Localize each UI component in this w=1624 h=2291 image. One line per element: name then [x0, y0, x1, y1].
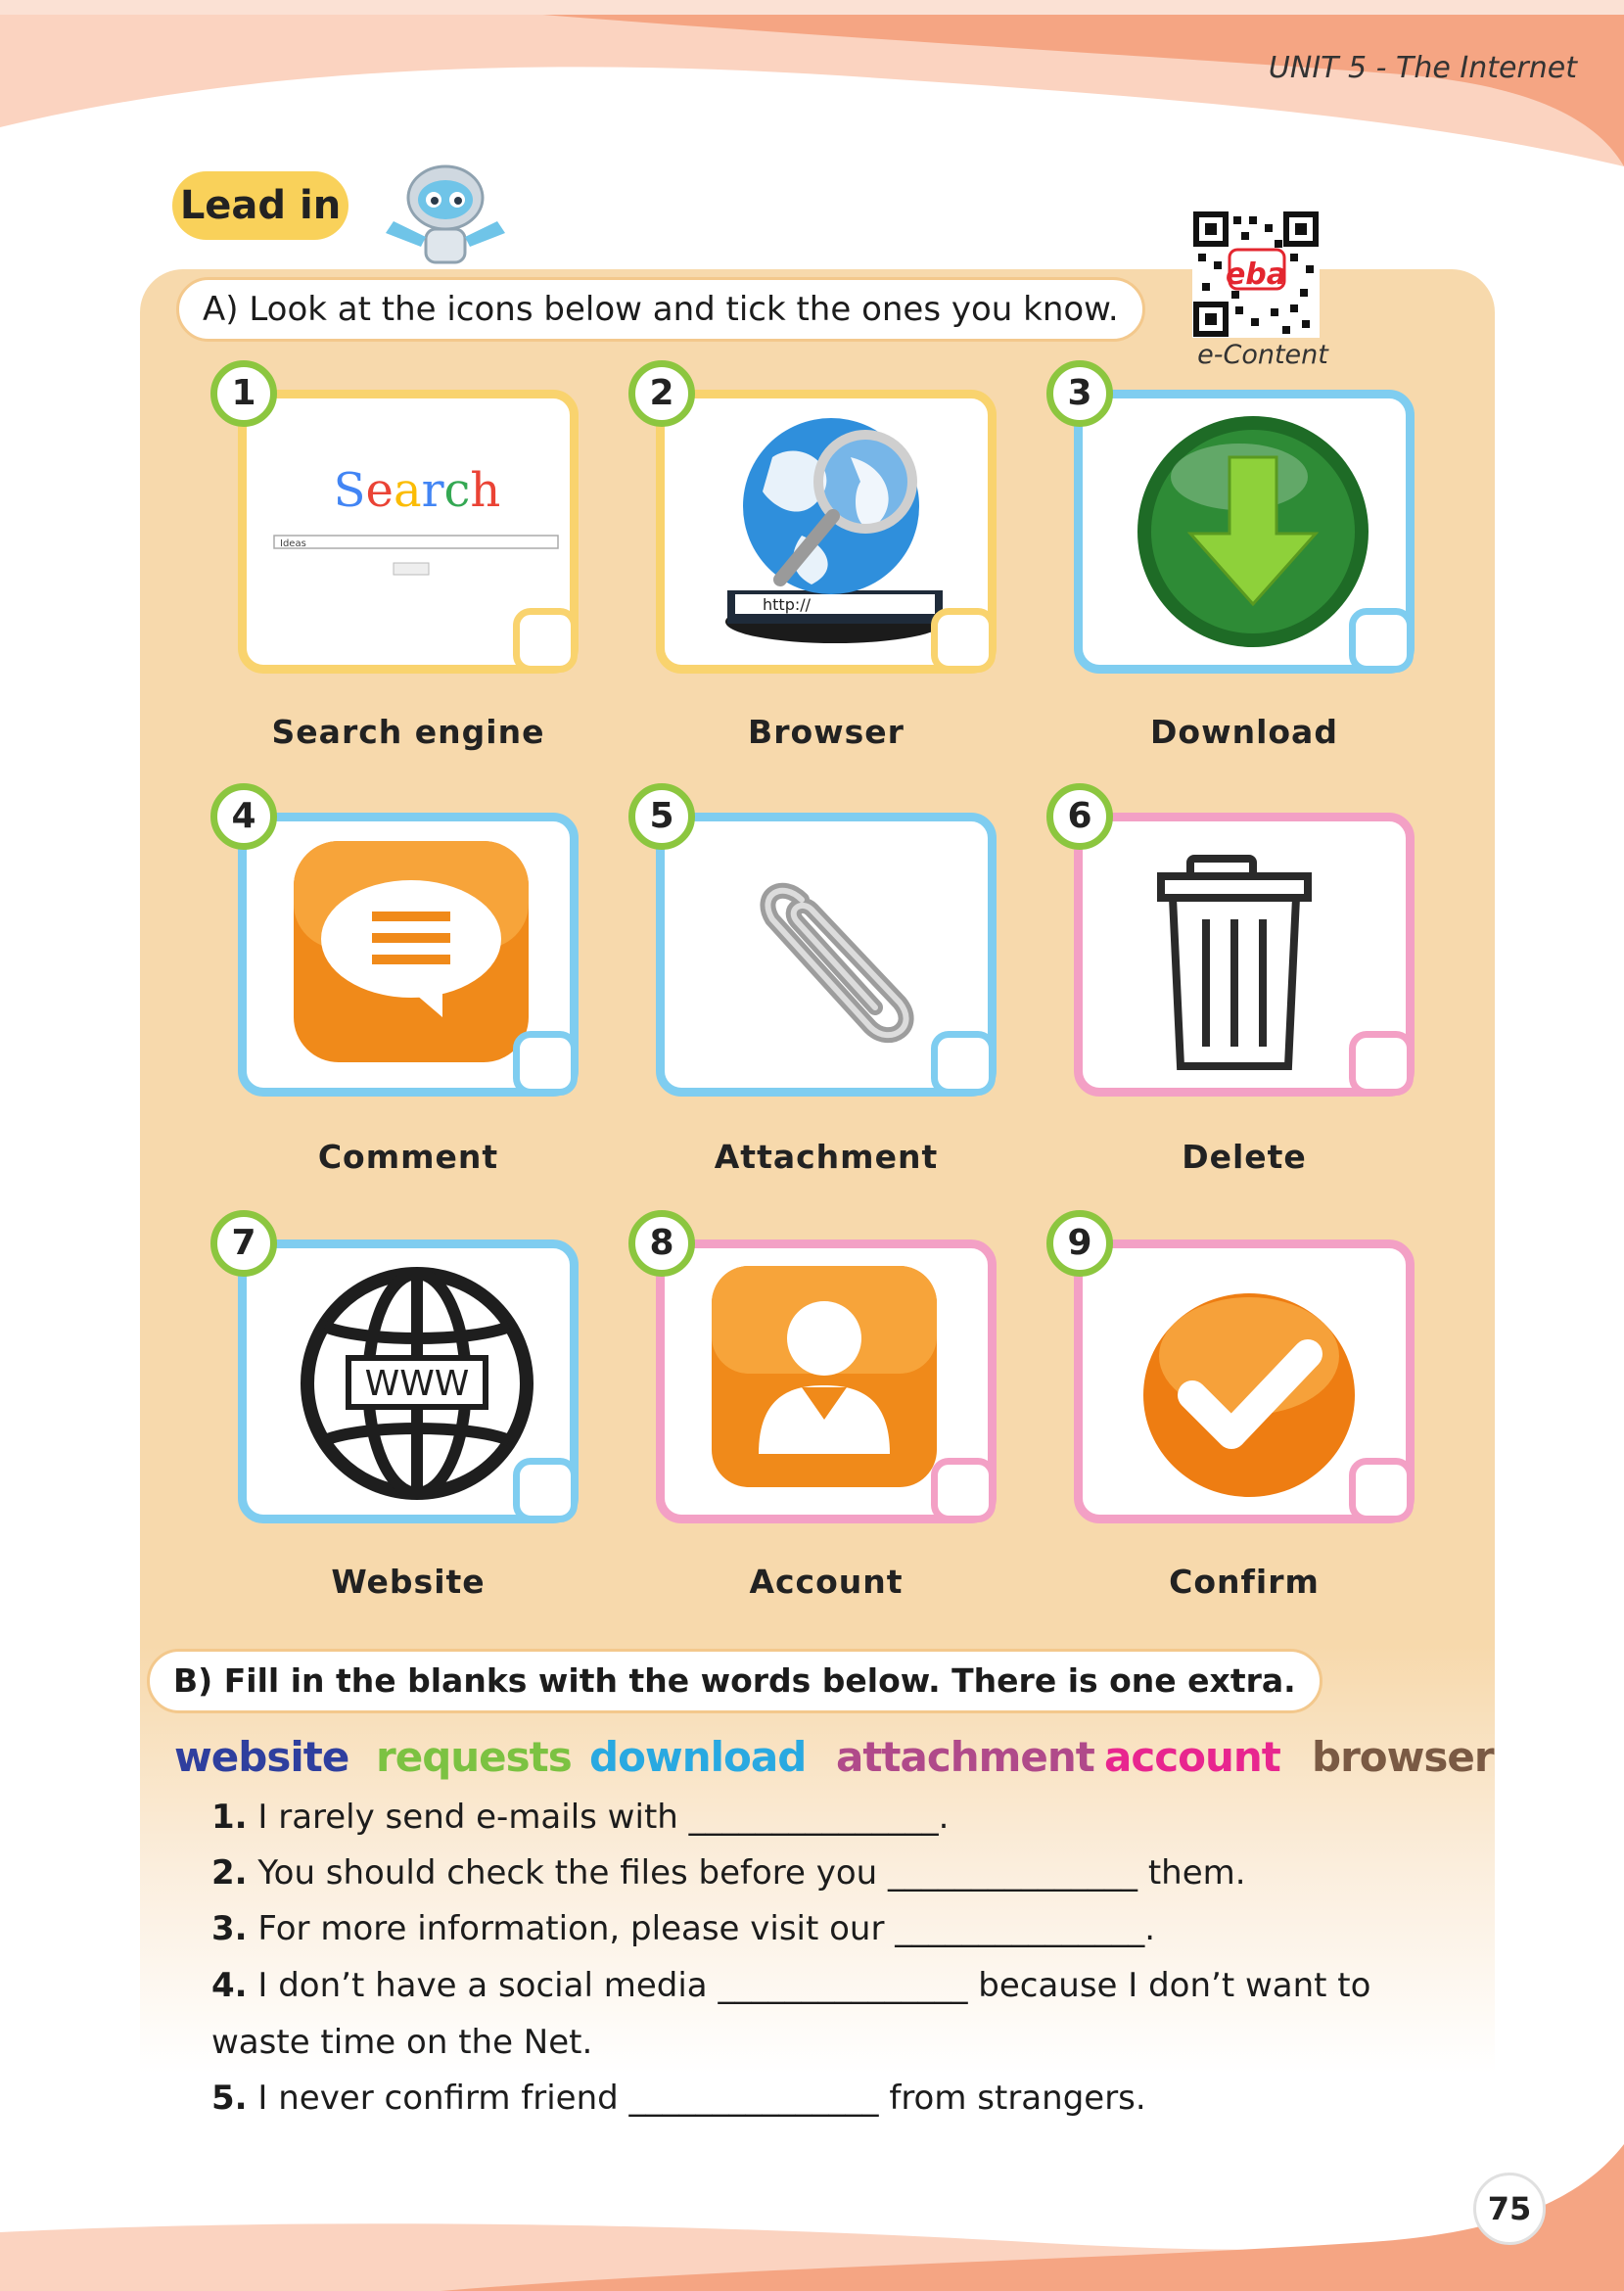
svg-text:http://: http://: [763, 595, 812, 614]
header-band: [0, 0, 1624, 176]
tick-box-2[interactable]: [931, 608, 996, 673]
card-caption-1: Search engine: [271, 713, 545, 751]
icon-card-4: [238, 813, 579, 1097]
sentence-1: [211, 1798, 949, 1837]
tick-box-7[interactable]: [513, 1458, 578, 1522]
answer-blank[interactable]: _______________: [628, 2079, 879, 2118]
word-bank-item: download: [589, 1733, 807, 1781]
answer-blank[interactable]: _______________: [895, 1909, 1145, 1948]
answer-blank[interactable]: _______________: [718, 1966, 968, 2005]
unit-title: UNIT 5 - The Internet: [1268, 51, 1577, 85]
sentence-text: from strangers.: [878, 2079, 1146, 2118]
card-number-7: 7: [210, 1210, 277, 1277]
icon-card-7: [238, 1239, 579, 1523]
svg-text:Ideas: Ideas: [280, 538, 306, 549]
sentence-text: because I don’t want to: [967, 1966, 1371, 2005]
page-number: 75: [1473, 2173, 1546, 2245]
sentence-number: 4.: [211, 1966, 248, 2005]
icon-card-2: [656, 390, 997, 674]
sentence-6: [211, 2079, 1146, 2118]
answer-blank[interactable]: _______________: [888, 1853, 1138, 1893]
card-caption-2: Browser: [748, 713, 905, 751]
card-number-5: 5: [628, 783, 695, 850]
card-caption-8: Account: [749, 1563, 904, 1601]
tick-box-8[interactable]: [931, 1458, 996, 1522]
card-caption-3: Download: [1150, 713, 1338, 751]
tick-box-1[interactable]: [513, 608, 578, 673]
svg-text:Search: Search: [333, 463, 501, 518]
sentence-text: I never confirm friend: [247, 2079, 629, 2118]
tick-box-4[interactable]: [513, 1031, 578, 1096]
sentence-number: 3.: [211, 1909, 248, 1948]
card-caption-5: Attachment: [714, 1138, 939, 1176]
icon-card-3: [1074, 390, 1415, 674]
sentence-text: .: [938, 1798, 950, 1837]
card-number-3: 3: [1046, 360, 1113, 427]
card-caption-9: Confirm: [1169, 1563, 1320, 1601]
word-bank-item: website: [174, 1733, 349, 1781]
word-bank-item: attachment: [836, 1733, 1094, 1781]
sentence-text: .: [1144, 1909, 1156, 1948]
sentence-number: 2.: [211, 1853, 248, 1893]
card-number-6: 6: [1046, 783, 1113, 850]
tick-box-9[interactable]: [1349, 1458, 1414, 1522]
card-number-4: 4: [210, 783, 277, 850]
card-number-9: 9: [1046, 1210, 1113, 1277]
icon-card-1: [238, 390, 579, 674]
sentence-3: [211, 1909, 1155, 1948]
word-bank-item: browser: [1312, 1733, 1494, 1781]
sentence-4: [211, 1966, 1370, 2005]
card-number-2: 2: [628, 360, 695, 427]
sentence-number: 5.: [211, 2079, 248, 2118]
icon-card-5: [656, 813, 997, 1097]
section-a-instruction: A) Look at the icons below and tick the ones you know.: [176, 277, 1145, 342]
sentence-text: You should check the files before you: [247, 1853, 889, 1893]
tick-box-6[interactable]: [1349, 1031, 1414, 1096]
icon-card-9: [1074, 1239, 1415, 1523]
sentence-2: [211, 1853, 1246, 1893]
qr-label: e-Content: [1197, 340, 1328, 370]
lead-in-label: Lead in: [172, 171, 348, 240]
section-b-instruction: B) Fill in the blanks with the words below. There is one extra.: [147, 1649, 1322, 1713]
card-caption-6: Delete: [1182, 1138, 1307, 1176]
sentence-text: I don’t have a social media: [247, 1966, 719, 2005]
sentence-text: them.: [1137, 1853, 1246, 1893]
word-bank-item: account: [1104, 1733, 1280, 1781]
tick-box-3[interactable]: [1349, 608, 1414, 673]
card-number-8: 8: [628, 1210, 695, 1277]
icon-card-6: [1074, 813, 1415, 1097]
footer-band: [0, 2125, 1624, 2291]
icon-card-8: [656, 1239, 997, 1523]
card-number-1: 1: [210, 360, 277, 427]
qr-logo-text: eba: [1225, 257, 1287, 292]
sentence-5: [211, 2023, 592, 2062]
svg-text:WWW: WWW: [364, 1364, 470, 1404]
card-caption-7: Website: [331, 1563, 486, 1601]
tick-box-5[interactable]: [931, 1031, 996, 1096]
robot-mascot-icon: [372, 157, 519, 274]
sentence-text: waste time on the Net.: [211, 2023, 593, 2062]
sentence-text: For more information, please visit our: [247, 1909, 896, 1948]
sentence-number: 1.: [211, 1798, 248, 1837]
word-bank-item: requests: [376, 1733, 572, 1781]
card-caption-4: Comment: [317, 1138, 499, 1176]
answer-blank[interactable]: _______________: [688, 1798, 939, 1837]
sentence-text: I rarely send e-mails with: [247, 1798, 689, 1837]
